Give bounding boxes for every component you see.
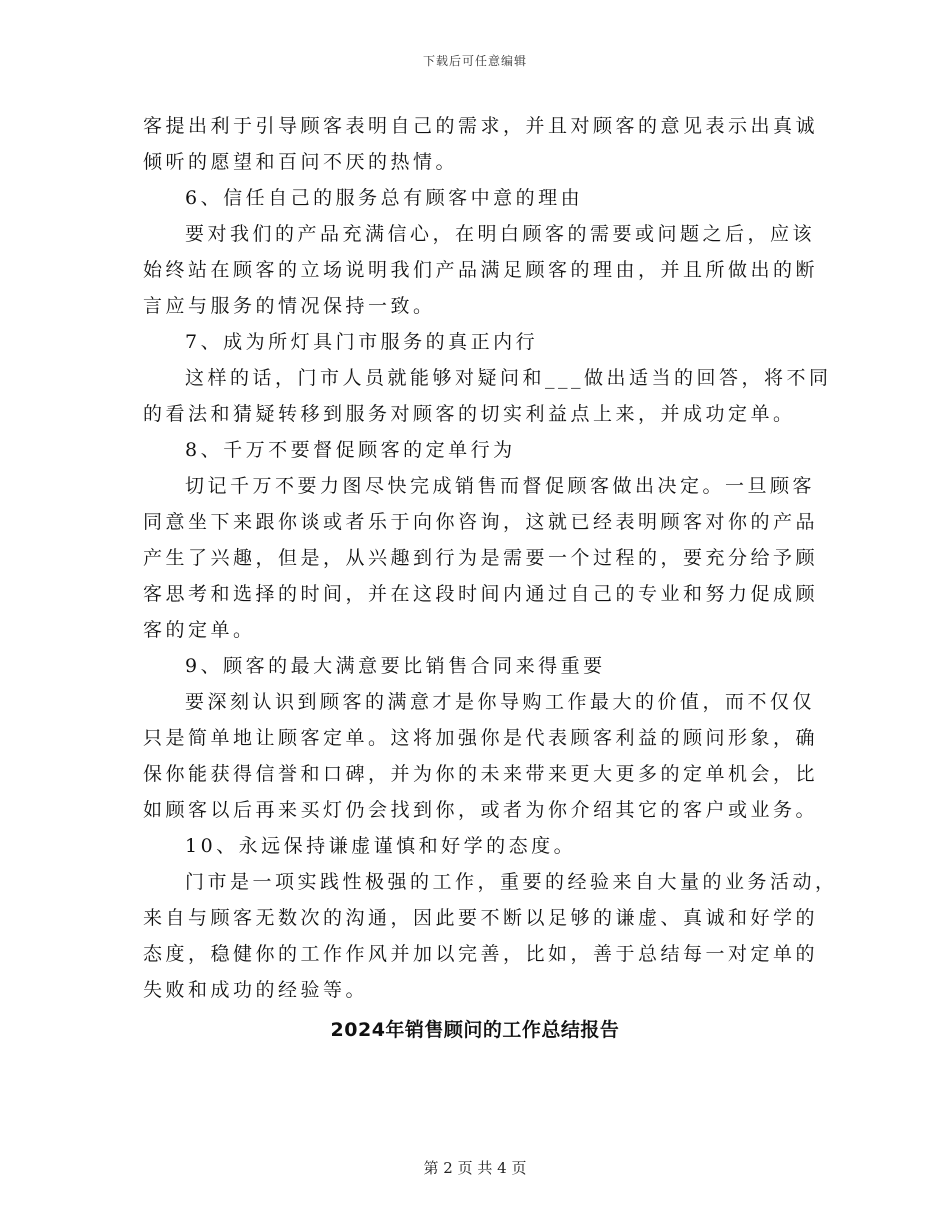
body-line: 门市是一项实践性极强的工作，重要的经验来自大量的业务活动，	[185, 871, 838, 893]
body-line: 同意坐下来跟你谈或者乐于向你咨询，这就已经表明顾客对你的产品	[143, 511, 819, 533]
body-line: 要深刻认识到顾客的满意才是你导购工作最大的价值，而不仅仅	[185, 691, 816, 713]
body-line: 来自与顾客无数次的沟通，因此要不断以足够的谦虚、真诚和好学的	[143, 907, 819, 929]
body-line: 始终站在顾客的立场说明我们产品满足顾客的理由，并且所做出的断	[143, 259, 819, 281]
section-heading-7: 7、成为所灯具门市服务的真正内行	[185, 331, 539, 353]
section-heading-8: 8、千万不要督促顾客的定单行为	[185, 439, 516, 461]
section-heading-6: 6、信任自己的服务总有顾客中意的理由	[185, 187, 584, 209]
body-line: 要对我们的产品充满信心，在明白顾客的需要或问题之后，应该	[185, 223, 816, 245]
body-line: 态度，稳健你的工作作风并加以完善，比如，善于总结每一对定单的	[143, 943, 819, 965]
body-line: 的看法和猜疑转移到服务对顾客的切实利益点上来，并成功定单。	[143, 403, 796, 425]
body-line: 客提出利于引导顾客表明自己的需求，并且对顾客的意见表示出真诚	[143, 115, 819, 137]
body-line: 保你能获得信誉和口碑，并为你的未来带来更大更多的定单机会，比	[143, 763, 819, 785]
body-line: 只是简单地让顾客定单。这将加强你是代表顾客利益的顾问形象，确	[143, 727, 819, 749]
body-line: 言应与服务的情况保持一致。	[143, 295, 436, 317]
page-header-note: 下载后可任意编辑	[422, 54, 527, 68]
document-body	[143, 108, 838, 1048]
page-number-footer: 第 2 页 共 4 页	[423, 1159, 527, 1177]
document-title: 2024年销售顾问的工作总结报告	[330, 1019, 620, 1041]
body-line: 失败和成功的经验等。	[143, 979, 369, 1001]
body-line: 客思考和选择的时间，并在这段时间内通过自己的专业和努力促成顾	[143, 583, 819, 605]
body-line: 如顾客以后再来买灯仍会找到你，或者为你介绍其它的客户或业务。	[143, 799, 819, 821]
section-heading-10: 10、永远保持谦虚谨慎和好学的态度。	[185, 835, 577, 857]
body-line: 这样的话，门市人员就能够对疑问和___做出适当的回答，将不同	[185, 367, 832, 389]
body-line: 客的定单。	[143, 619, 256, 641]
body-line: 产生了兴趣，但是，从兴趣到行为是需要一个过程的，要充分给予顾	[143, 547, 819, 569]
section-heading-9: 9、顾客的最大满意要比销售合同来得重要	[185, 655, 606, 677]
body-line: 倾听的愿望和百问不厌的热情。	[143, 151, 459, 173]
body-line: 切记千万不要力图尽快完成销售而督促顾客做出决定。一旦顾客	[185, 475, 816, 497]
